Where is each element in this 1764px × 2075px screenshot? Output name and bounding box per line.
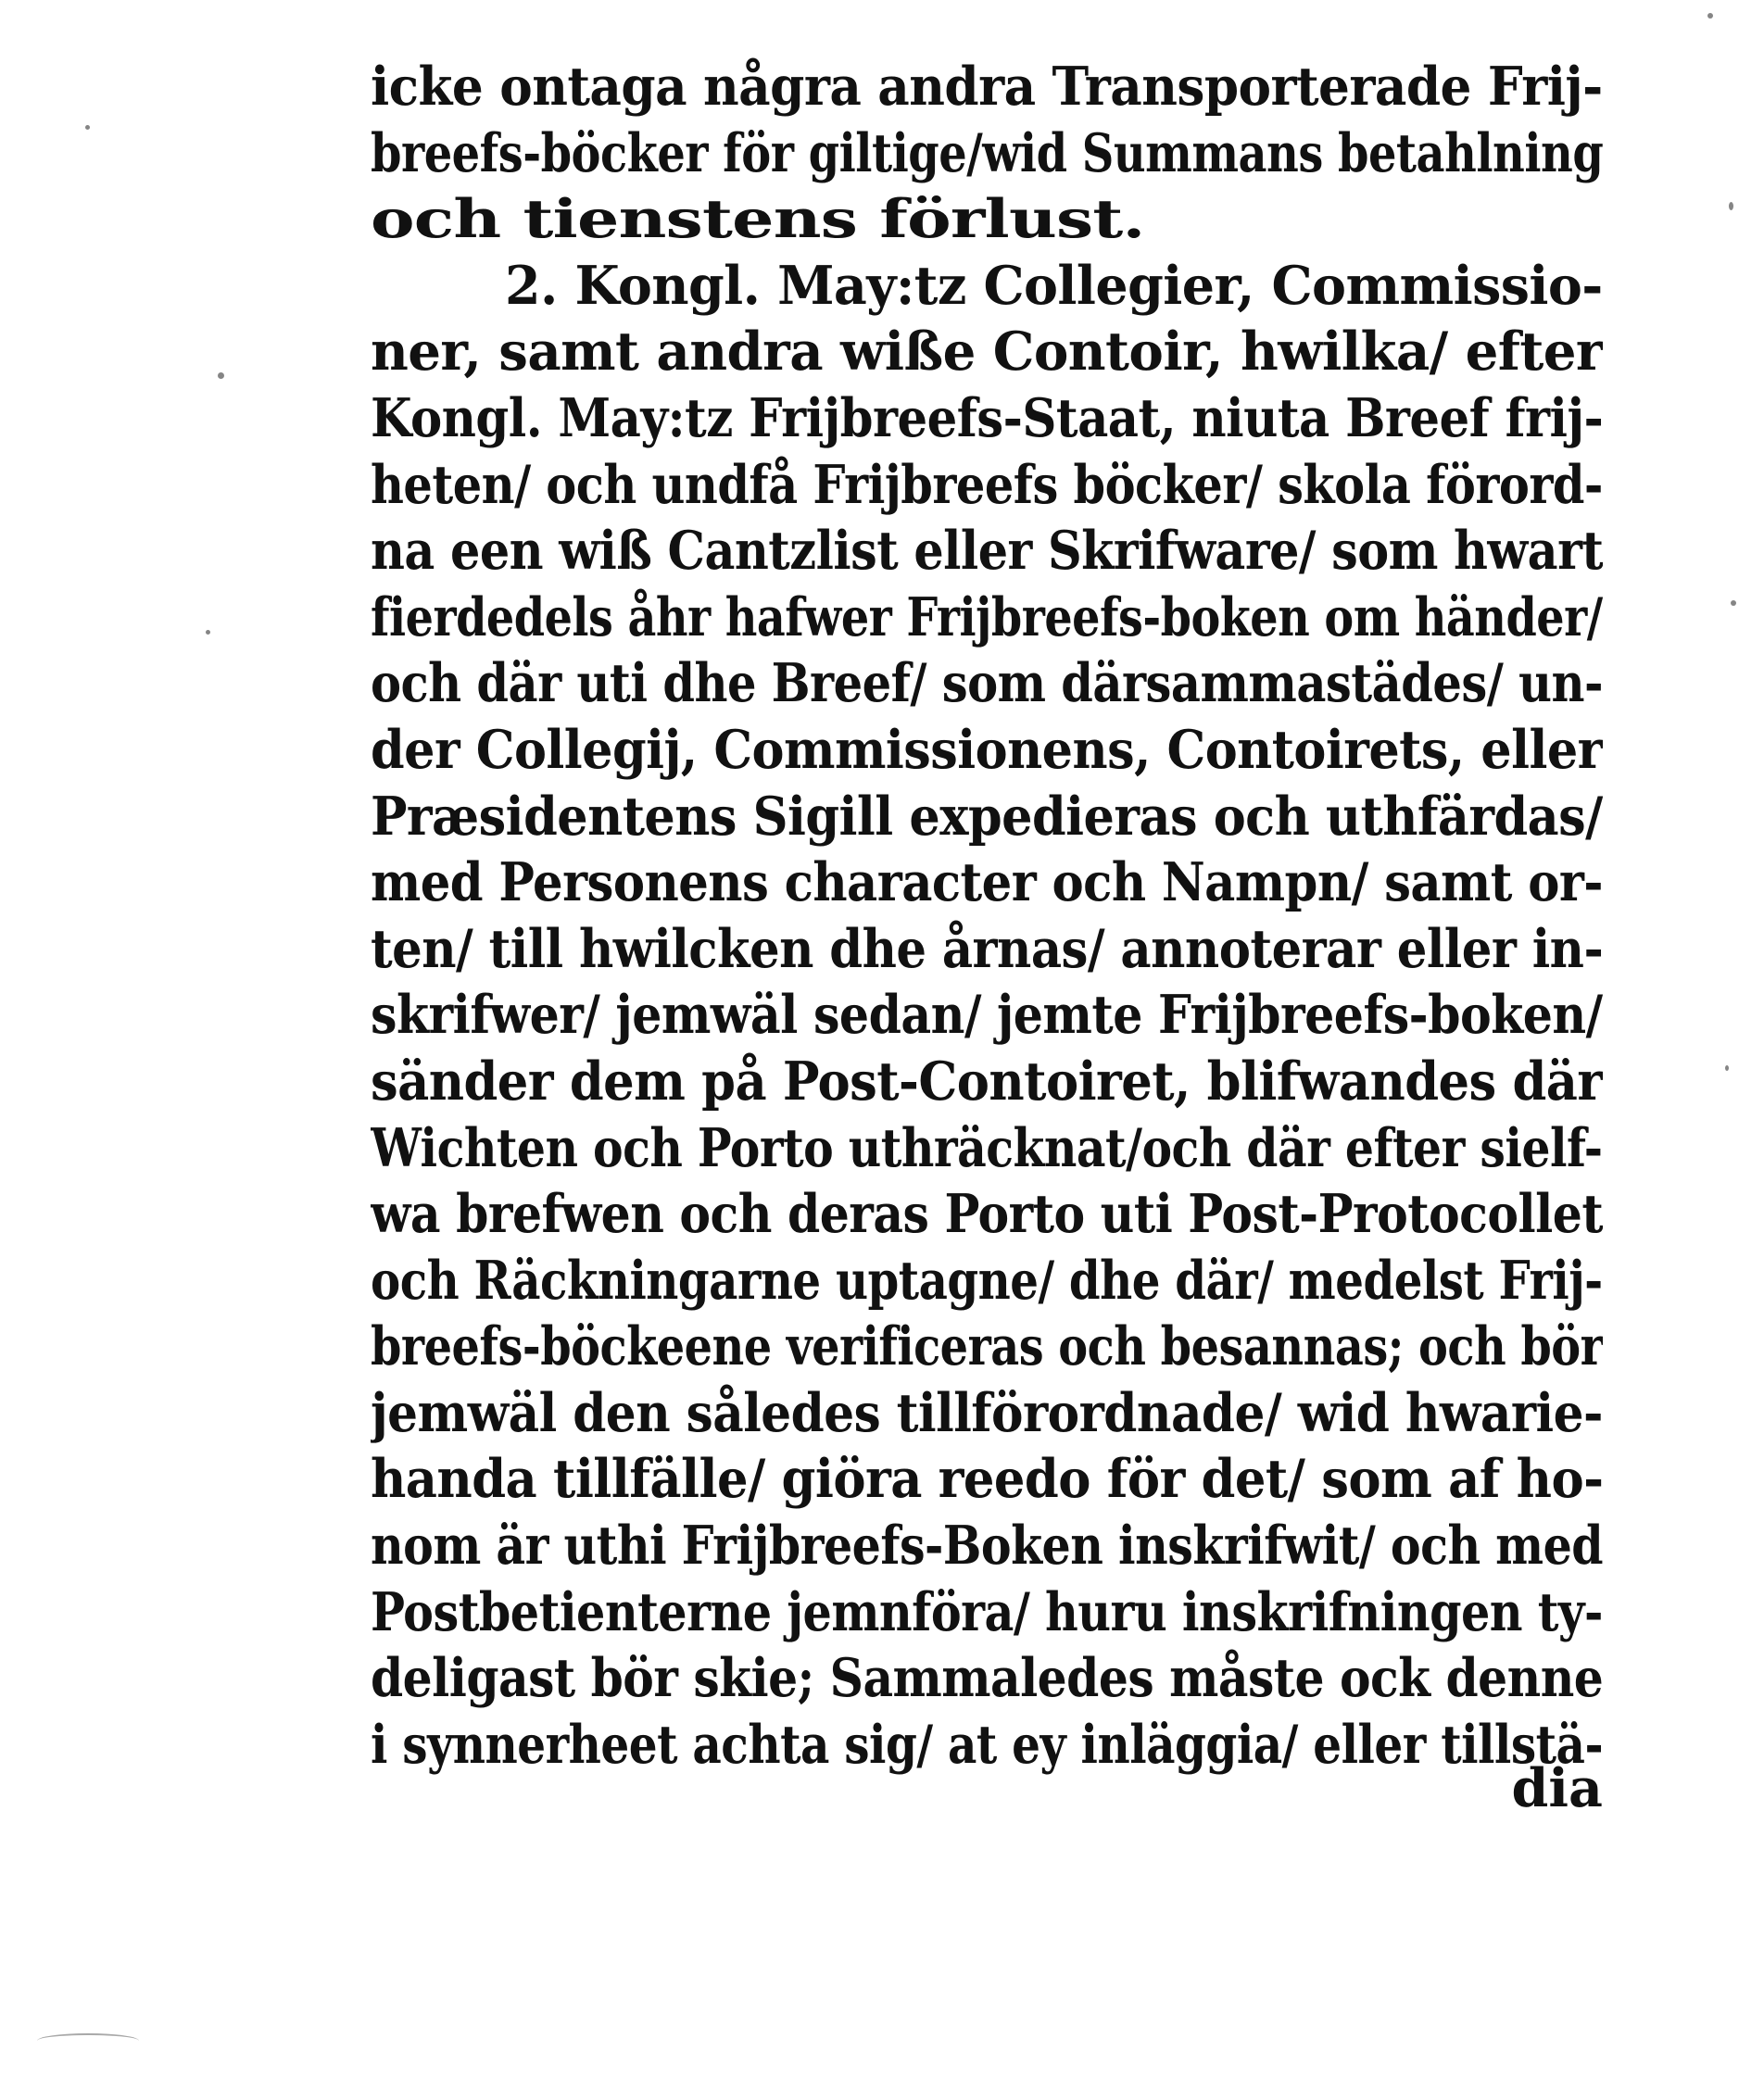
text-line: Kongl. May:tz Frijbreefs-Staat, niuta Breef frij-: [371, 386, 1603, 449]
scan-speck: [1707, 13, 1713, 19]
text-line: der Collegij, Commissionens, Contoirets, eller: [371, 718, 1603, 781]
text-line: i synnerheet achta sig/ at ey inläggia/ eller tillstä-: [371, 1713, 1603, 1776]
scan-speck: [1729, 202, 1733, 210]
text-line: jemwäl den således tillförordnade/ wid hwarie-: [371, 1381, 1603, 1444]
text-line: Postbetienterne jemnföra/ huru inskrifningen ty-: [371, 1580, 1603, 1643]
text-line: deligast bör skie; Sammaledes måste ock denne: [371, 1647, 1603, 1710]
scan-speck: [85, 125, 90, 130]
text-line: och tienstens förlust.: [371, 188, 1145, 251]
margin-mark: [37, 2033, 139, 2048]
text-line: skrifwer/ jemwäl sedan/ jemte Frijbreefs-boken/: [371, 984, 1603, 1047]
text-line: fierdedels åhr hafwer Frijbreefs-boken om händer/: [371, 585, 1603, 648]
scan-speck: [206, 630, 210, 635]
scan-speck: [1731, 600, 1736, 606]
body-text: [371, 54, 1603, 1778]
text-line: ten/ till hwilcken dhe årnas/ annoterar eller in-: [371, 917, 1603, 980]
text-line: Wichten och Porto uthräcknat/och där efter sielf-: [371, 1116, 1603, 1179]
text-line: med Personens character och Nampn/ samt or-: [371, 851, 1603, 914]
text-line: icke ontaga några andra Transporterade Frij-: [371, 56, 1603, 118]
scan-speck: [1725, 1065, 1729, 1071]
catchword: dia: [1511, 1757, 1603, 1819]
paragraph-start-line: 2. Kongl. May:tz Collegier, Commissio-: [505, 254, 1603, 317]
text-line: na een wiß Cantzlist eller Skrifware/ som hwart: [371, 520, 1603, 583]
text-line: Præsidentens Sigill expedieras och uthfärdas/: [371, 785, 1603, 848]
text-line: wa brefwen och deras Porto uti Post-Protocollet: [371, 1183, 1603, 1246]
scan-speck: [218, 372, 224, 379]
text-line: sänder dem på Post-Contoiret, blifwandes där: [371, 1050, 1603, 1113]
text-line: och där uti dhe Breef/ som därsammastädes/ un-: [371, 652, 1603, 715]
text-line: nom är uthi Frijbreefs-Boken inskrifwit/ och med: [371, 1515, 1603, 1578]
text-line: heten/ och undfå Frijbreefs böcker/ skola förord-: [371, 453, 1603, 516]
text-line: och Räckningarne uptagne/ dhe där/ medelst Frij-: [371, 1249, 1603, 1312]
text-line: breefs-böcker för giltige/wid Summans betahlning: [371, 121, 1603, 184]
text-line: handa tillfälle/ giöra reedo för det/ som af ho-: [371, 1448, 1603, 1511]
text-line: ner, samt andra wiße Contoir, hwilka/ efter: [371, 321, 1603, 384]
text-line: breefs-böckeene verificeras och besannas; och bör: [371, 1315, 1603, 1378]
